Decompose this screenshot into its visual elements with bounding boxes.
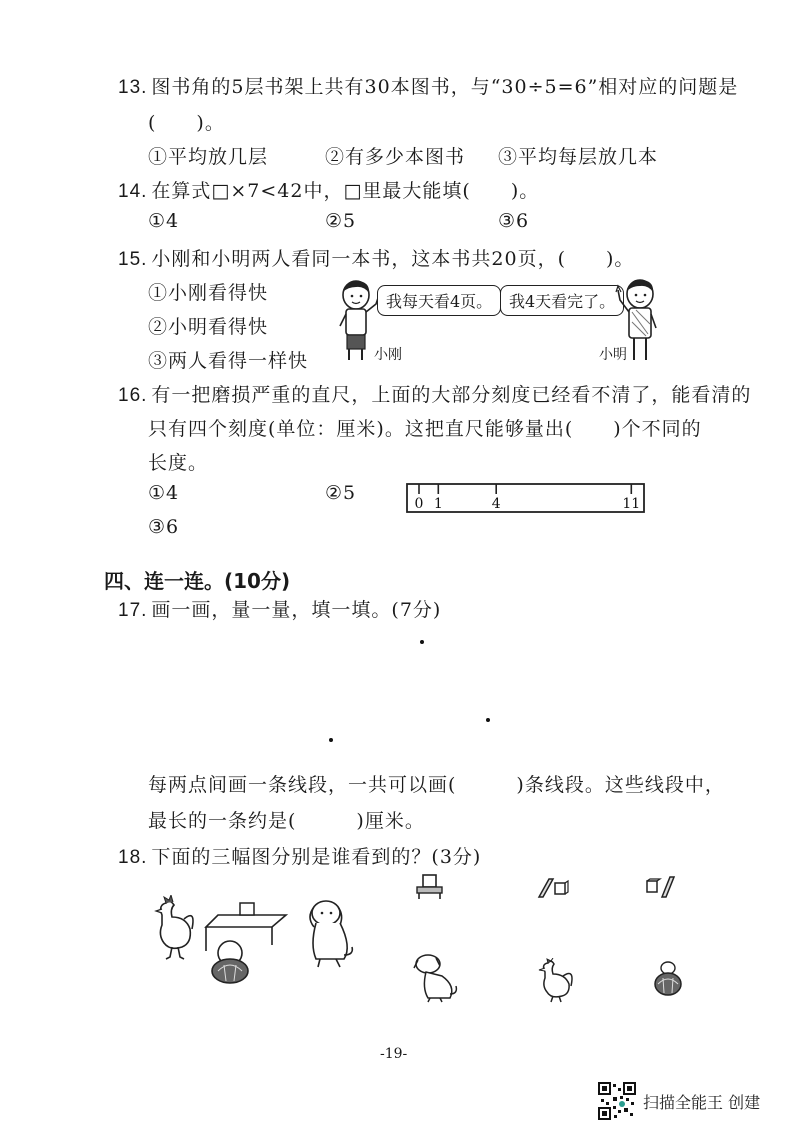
q17-fill-line2: 最长的一条约是( )厘米。 [148,810,425,832]
section-4-title: 四、连一连。(10分) [104,569,291,593]
ruler-tick-label: 11 [622,496,641,512]
view-side-icon [535,873,571,901]
xiaoming-speech-bubble: 我4天看完了。 [500,285,624,316]
q13-option-1[interactable]: ①平均放几层 [148,146,269,168]
q14-option-3[interactable]: ③6 [498,210,530,232]
ruler-tick-label: 4 [491,496,501,512]
q18-number: 18. [118,847,148,868]
q13-option-3[interactable]: ③平均每层放几本 [498,146,659,168]
q16-number: 16. [118,385,148,406]
q14-option-2[interactable]: ②5 [325,210,357,232]
watermark-text: 扫描全能王 创建 [643,1093,761,1112]
answer-rooster-icon[interactable] [533,958,579,1004]
q14-text: 在算式□×7<42中，□里最大能填( )。 [151,180,540,202]
q14-line [118,176,539,203]
q15-line [118,244,634,271]
q13-text: 图书角的5层书架上共有30本图书，与“30÷5=6”相对应的问题是 [151,76,739,98]
xiaogang-name: 小刚 [374,347,402,363]
q17-fill-line1: 每两点间画一条线段，一共可以画( )条线段。这些线段中， [148,774,725,796]
q14-number: 14. [118,181,148,202]
q13-line2: ( )。 [148,112,225,134]
q16-option-1[interactable]: ①4 [148,482,180,504]
q16-option-3[interactable]: ③6 [148,516,180,538]
q17-number: 17. [118,600,148,621]
ruler-tick-label: 0 [414,496,424,512]
q15-option-1[interactable]: ①小刚看得快 [148,282,269,304]
q15-option-3[interactable]: ③两人看得一样快 [148,350,309,372]
ruler [405,482,647,516]
q14-option-1[interactable]: ①4 [148,210,180,232]
point-dot[interactable] [486,718,490,722]
q16-line2: 只有四个刻度(单位：厘米)。这把直尺能够量出( )个不同的 [148,418,702,440]
q16-line1 [118,380,751,407]
table-icon [206,903,286,951]
q16-text-1: 有一把磨损严重的直尺，上面的大部分刻度已经看不清了，能看清的 [151,384,752,406]
ruler-tick-label: 1 [433,496,443,512]
turtle-icon [212,941,248,983]
q18-line [118,842,481,869]
q17-text: 画一画，量一量，填一填。(7分) [151,599,442,621]
point-dot[interactable] [420,640,424,644]
xiaoming-boy-icon [612,272,664,364]
q16-option-2[interactable]: ②5 [325,482,357,504]
point-dot[interactable] [329,738,333,742]
q15-number: 15. [118,249,148,270]
xiaoming-name: 小明 [599,347,627,363]
answer-dog-icon[interactable] [412,952,460,1004]
q16-line3: 长度。 [148,452,209,474]
q13-line1 [118,72,738,99]
qr-code-icon [598,1082,636,1120]
q13-number: 13. [118,77,148,98]
view-other-side-icon [642,873,678,901]
q17-line [118,595,441,622]
q18-text: 下面的三幅图分别是谁看到的？(3分) [151,846,482,868]
q15-option-2[interactable]: ②小明看得快 [148,316,269,338]
dog-icon [310,901,352,967]
view-front-icon [414,873,444,901]
answer-turtle-icon[interactable] [652,960,684,998]
q13-option-2[interactable]: ②有多少本图书 [325,146,466,168]
xiaogang-speech-bubble: 我每天看4页。 [377,285,501,316]
scene-illustration [140,895,362,987]
rooster-icon [156,895,193,959]
q15-text: 小刚和小明两人看同一本书，这本书共20页，( )。 [151,248,635,270]
page-number: -19- [380,1046,408,1062]
